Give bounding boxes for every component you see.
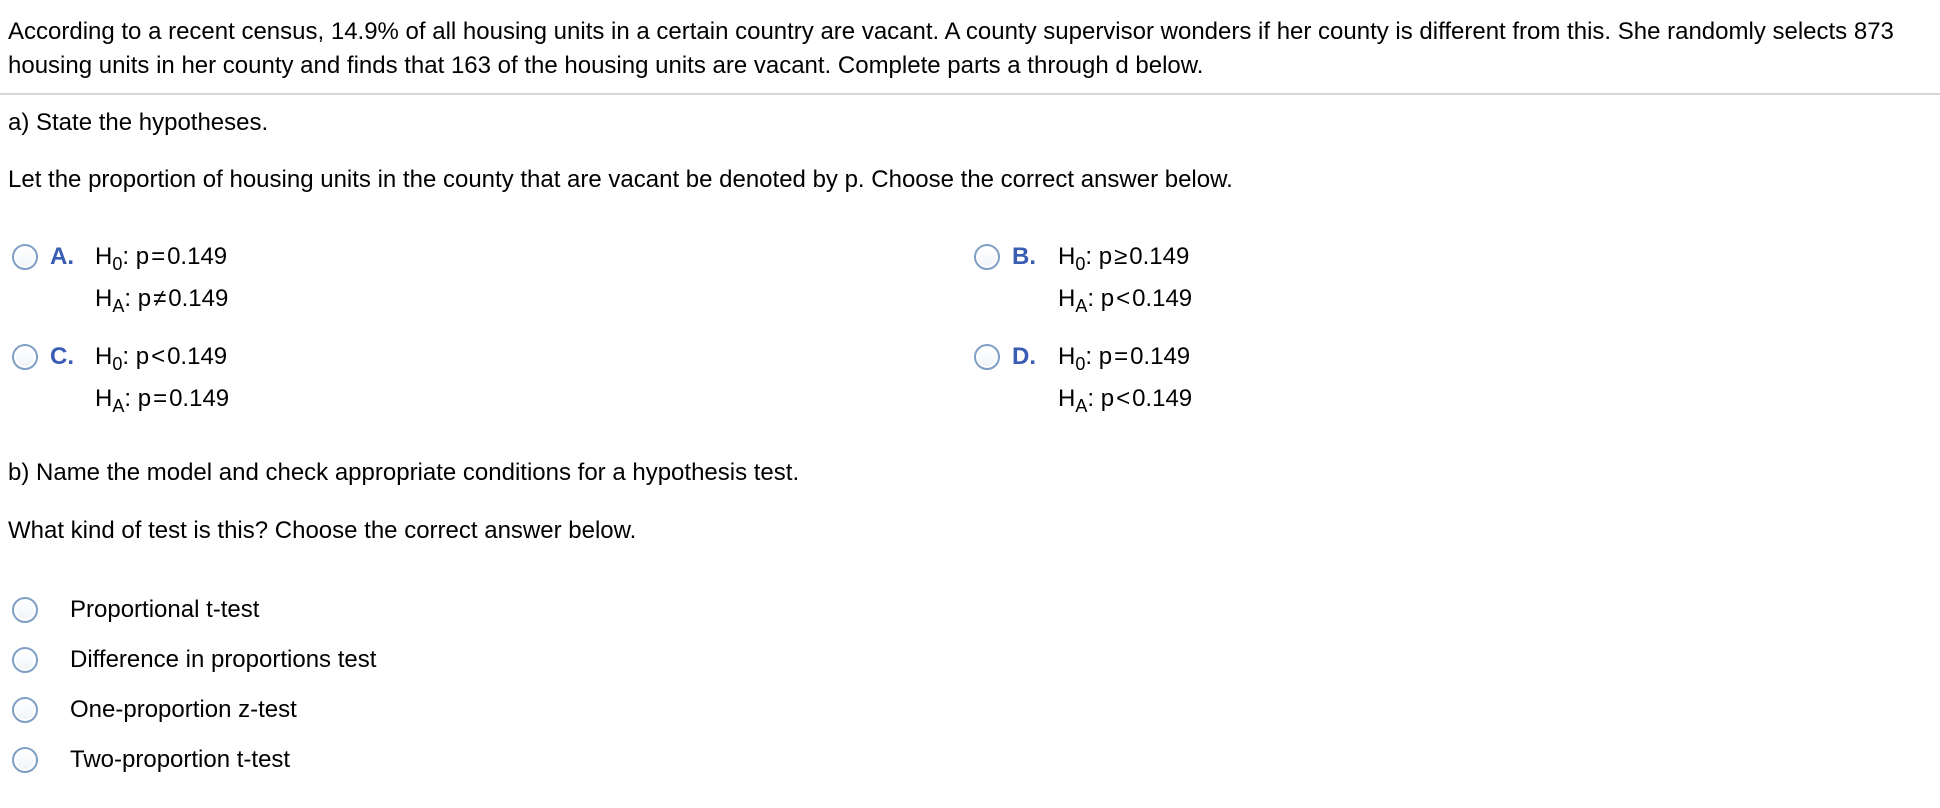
test-option-one-proportion-z-test[interactable] <box>0 693 600 727</box>
h-symbol: H <box>1058 385 1076 412</box>
test-option-radio[interactable] <box>12 697 38 723</box>
choice-b-letter: B. <box>1012 243 1036 270</box>
part-b-prompt: What kind of test is this? Choose the correct answer below. <box>8 517 637 544</box>
ha-operator: < <box>1116 385 1131 412</box>
choice-c-h0: $H_0$: p<0.149 <box>95 343 228 374</box>
h-symbol: H <box>95 385 113 412</box>
test-option-label: Difference in proportions test <box>70 646 377 673</box>
h-symbol: H <box>95 243 113 270</box>
choice-d-letter: D. <box>1012 343 1036 370</box>
ha-operator: ≠ <box>153 285 167 312</box>
h0-subscript: 0 <box>1075 254 1086 274</box>
ha-value: 0.149 <box>168 285 229 312</box>
test-option-label: Two-proportion t-test <box>70 746 291 773</box>
var-p: p <box>1098 243 1113 270</box>
var-p: p <box>135 243 150 270</box>
h0-value: 0.149 <box>167 243 228 270</box>
h-symbol: H <box>1058 343 1076 370</box>
choice-b-radio[interactable] <box>974 244 1000 270</box>
h0-value: 0.149 <box>1130 343 1191 370</box>
var-p: p <box>137 285 152 312</box>
h0-operator: < <box>151 343 166 370</box>
h0-operator: = <box>151 243 166 270</box>
test-option-difference-in-proportions[interactable] <box>0 643 600 677</box>
h0-operator: ≥ <box>1114 243 1128 270</box>
h0-subscript: 0 <box>112 354 123 374</box>
part-b-heading: b) Name the model and check appropriate conditions for a hypothesis test. <box>8 459 800 486</box>
ha-operator: = <box>153 385 168 412</box>
var-p: p <box>1100 385 1115 412</box>
choice-c-ha: $H_A$: p=0.149 <box>95 385 230 416</box>
problem-statement: According to a recent census, 14.9% of all housing units in a certain country are vacant. A county supervisor wonders if her county is different from this. She randomly selects 873 housing units in her county and finds that 163 of the housing units are vacant. Complete parts a through d below. <box>8 18 1894 79</box>
test-option-label: Proportional t-test <box>70 596 260 623</box>
choice-c-radio[interactable] <box>12 344 38 370</box>
choice-b-h0: $H_0$: p≥0.149 <box>1058 243 1190 274</box>
choice-b-ha: $H_A$: p<0.149 <box>1058 285 1193 316</box>
choice-d-h0: $H_0$: p=0.149 <box>1058 343 1191 374</box>
var-p: p <box>1098 343 1113 370</box>
choice-d-radio[interactable] <box>974 344 1000 370</box>
h-symbol: H <box>95 343 113 370</box>
choice-a-h0: $H_0$: p=0.149 <box>95 243 228 274</box>
ha-subscript: A <box>1075 296 1088 316</box>
part-a-heading: a) State the hypotheses. <box>8 109 269 136</box>
choice-c-letter: C. <box>50 343 74 370</box>
h-symbol: H <box>1058 285 1076 312</box>
choice-a-letter: A. <box>50 243 74 270</box>
ha-value: 0.149 <box>1132 285 1193 312</box>
ha-operator: < <box>1116 285 1131 312</box>
var-p: p <box>135 343 150 370</box>
test-option-radio[interactable] <box>12 647 38 673</box>
test-option-radio[interactable] <box>12 747 38 773</box>
ha-value: 0.149 <box>1132 385 1193 412</box>
part-a-prompt: Let the proportion of housing units in the county that are vacant be denoted by p. Choose the correct answer below. <box>8 166 1233 193</box>
h0-subscript: 0 <box>112 254 123 274</box>
h0-subscript: 0 <box>1075 354 1086 374</box>
choice-a-ha: $H_A$: p≠0.149 <box>95 285 229 316</box>
test-option-proportional-t-test[interactable] <box>0 593 600 627</box>
ha-subscript: A <box>112 296 125 316</box>
h0-operator: = <box>1114 343 1129 370</box>
test-option-two-proportion-t-test[interactable] <box>0 743 600 777</box>
ha-subscript: A <box>1075 396 1088 416</box>
choice-d-ha: $H_A$: p<0.149 <box>1058 385 1193 416</box>
divider <box>0 93 1940 95</box>
h-symbol: H <box>1058 243 1076 270</box>
ha-subscript: A <box>112 396 125 416</box>
test-option-radio[interactable] <box>12 597 38 623</box>
var-p: p <box>1100 285 1115 312</box>
var-p: p <box>137 385 152 412</box>
ha-value: 0.149 <box>169 385 230 412</box>
h-symbol: H <box>95 285 113 312</box>
h0-value: 0.149 <box>167 343 228 370</box>
test-option-label: One-proportion z-test <box>70 696 297 723</box>
h0-value: 0.149 <box>1129 243 1190 270</box>
choice-a-radio[interactable] <box>12 244 38 270</box>
